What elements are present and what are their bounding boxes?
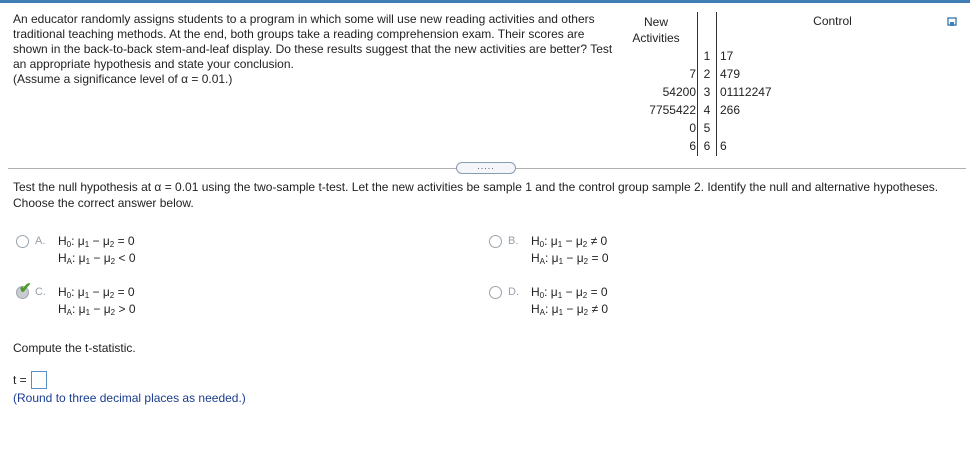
stem-leaf-row	[630, 138, 830, 154]
radio-button[interactable]	[489, 235, 502, 248]
radio-button[interactable]	[16, 235, 29, 248]
alternative-hypothesis: $H_A$: $\mu_1 - \mu_2 < 0$	[58, 251, 136, 266]
option-letter: C.	[35, 286, 46, 298]
null-hypothesis: $H_0$: $\mu_1 - \mu_2 = 0$	[531, 285, 608, 300]
stem-leaf-row	[630, 66, 830, 82]
null-hypothesis: $H_0$: $\mu_1 - \mu_2 = 0$	[58, 285, 135, 300]
stem-leaf-right-header: Control	[813, 14, 852, 28]
top-accent-bar	[0, 0, 970, 3]
control-leaves: 01112247	[720, 85, 772, 99]
stem-leaf-row	[630, 120, 830, 136]
option-letter: D.	[508, 286, 519, 298]
null-hypothesis: $H_0$: $\mu_1 - \mu_2 = 0$	[58, 234, 135, 249]
question-instruction: Test the null hypothesis at α = 0.01 using the two-sample t-test. Let the new activities be sample 1 and the control group sample 2. Identify the null and alternative hypotheses. Choose the correct answer below.	[13, 180, 939, 210]
option-letter: B.	[508, 235, 519, 247]
stem-leaf-row	[630, 84, 830, 100]
significance-note: (Assume a significance level of α = 0.01.)	[13, 72, 233, 86]
stem: 4	[703, 103, 711, 117]
stem: 5	[703, 121, 711, 135]
option-letter: A.	[35, 235, 46, 247]
new-leaves: 7755422	[649, 103, 696, 117]
stem-leaf-left-header: New Activities	[632, 15, 680, 45]
control-leaves: 17	[720, 49, 734, 63]
alternative-hypothesis: $H_A$: $\mu_1 - \mu_2 = 0$	[531, 251, 609, 266]
stem: 6	[703, 139, 711, 153]
new-leaves: 6	[689, 139, 696, 153]
print-icon[interactable]	[947, 17, 957, 27]
new-leaves: 7	[689, 67, 696, 81]
control-leaves: 479	[720, 67, 741, 81]
alternative-hypothesis: $H_A$: $\mu_1 - \mu_2 \ne 0$	[531, 302, 609, 317]
null-hypothesis: $H_0$: $\mu_1 - \mu_2 \ne 0$	[531, 234, 608, 249]
compute-prompt: Compute the t-statistic.	[13, 341, 136, 355]
t-statistic-input[interactable]	[31, 371, 47, 389]
alternative-hypothesis: $H_A$: $\mu_1 - \mu_2 > 0$	[58, 302, 136, 317]
rounding-note: (Round to three decimal places as needed.)	[13, 391, 246, 405]
t-label: t =	[13, 373, 27, 387]
problem-statement	[13, 12, 618, 87]
control-leaves: 6	[720, 139, 727, 153]
control-leaves: 266	[720, 103, 741, 117]
stem: 1	[703, 49, 711, 63]
stem-leaf-row	[630, 102, 830, 118]
checkmark-icon: ✔	[19, 280, 32, 297]
radio-button[interactable]	[489, 286, 502, 299]
stem-leaf-row	[630, 48, 830, 64]
expand-more-button[interactable]: .....	[456, 162, 516, 174]
problem-text: An educator randomly assigns students to a program in which some will use new reading activities and others traditional teaching methods. At the end, both groups take a reading comprehension exam. Their scores are shown in the back-to-back stem-and-leaf display. Do these results suggest that the new activities are better? Test an appropriate hypothesis and state your conclusion.	[13, 12, 613, 71]
new-leaves: 0	[689, 121, 696, 135]
new-leaves: 54200	[662, 85, 696, 99]
stem: 3	[703, 85, 711, 99]
stem: 2	[703, 67, 711, 81]
